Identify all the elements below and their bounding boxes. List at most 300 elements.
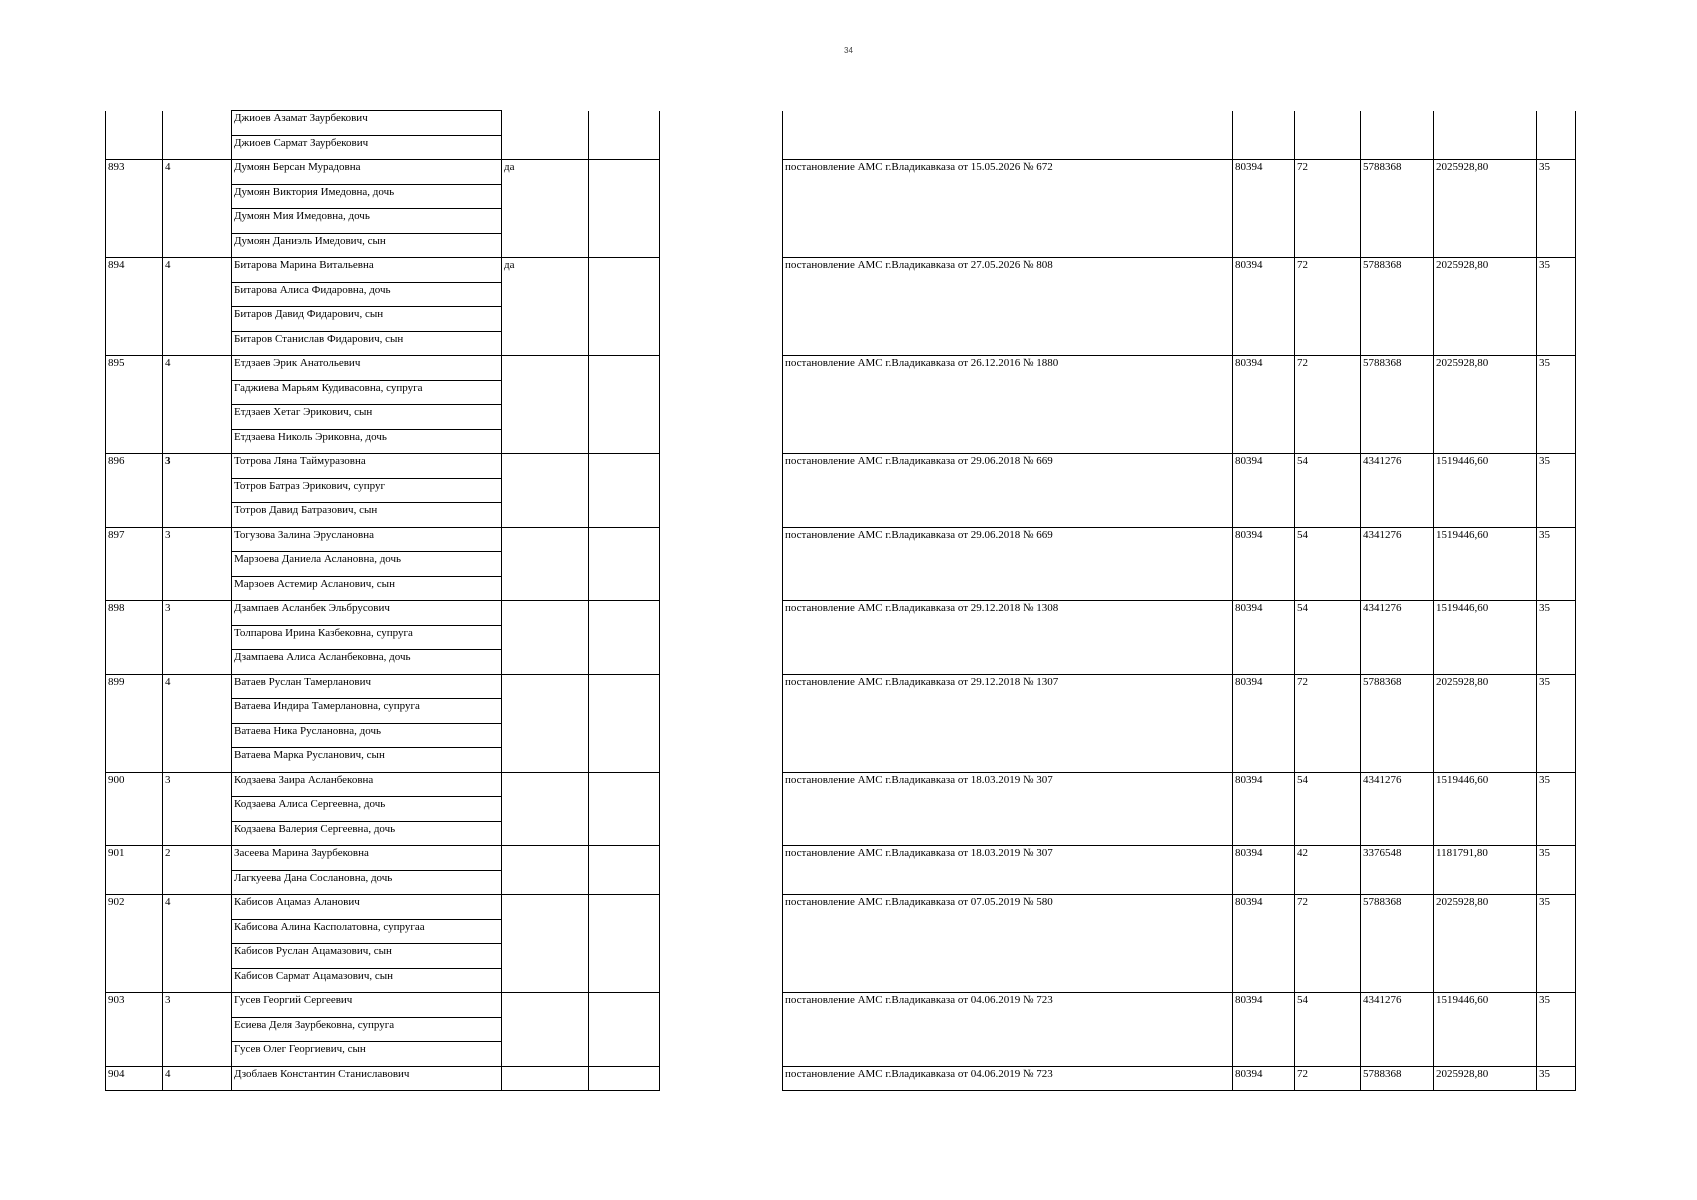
total-cost [1361,405,1434,430]
gap-column [660,356,783,381]
table-row [106,723,1576,748]
subsidy-amount: 2025928,80 [1434,1066,1537,1091]
family-size: 2 [163,846,232,871]
gap-column [660,748,783,773]
subsidy-percent: 35 [1537,356,1576,381]
cost-per-sqm: 80394 [1233,527,1295,552]
empty-column [589,846,660,871]
cost-per-sqm: 80394 [1233,993,1295,1018]
area-norm [1295,135,1361,160]
gap-column [660,1066,783,1091]
area-norm [1295,552,1361,577]
subsidy-amount: 2025928,80 [1434,160,1537,185]
area-norm [1295,380,1361,405]
member-name: Кабисов Руслан Ацамазович, сын [232,944,502,969]
subsidy-amount: 2025928,80 [1434,356,1537,381]
area-norm: 72 [1295,674,1361,699]
family-size: 4 [163,895,232,920]
cost-per-sqm [1233,552,1295,577]
total-cost [1361,625,1434,650]
subsidy-amount: 1519446,60 [1434,454,1537,479]
area-norm [1295,282,1361,307]
gap-column [660,772,783,797]
subsidy-amount: 1519446,60 [1434,993,1537,1018]
table-row [106,895,1576,920]
family-size [163,552,232,577]
gap-column [660,429,783,454]
decision-document [783,380,1233,405]
total-cost [1361,478,1434,503]
total-cost [1361,723,1434,748]
empty-column [589,772,660,797]
total-cost: 5788368 [1361,160,1434,185]
gap-column [660,870,783,895]
priority-flag [502,625,589,650]
area-norm [1295,478,1361,503]
empty-column [589,870,660,895]
subsidy-percent: 35 [1537,601,1576,626]
cost-per-sqm [1233,1017,1295,1042]
priority-flag [502,527,589,552]
decision-document: постановление АМС г.Владикавказа от 29.06.2018 № 669 [783,527,1233,552]
priority-flag [502,380,589,405]
empty-column [589,356,660,381]
area-norm [1295,1042,1361,1067]
area-norm [1295,209,1361,234]
table-row [106,160,1576,185]
decision-document: постановление АМС г.Владикавказа от 27.05.2026 № 808 [783,258,1233,283]
record-number: 900 [106,772,163,797]
subsidy-amount: 1519446,60 [1434,772,1537,797]
priority-flag [502,650,589,675]
decision-document [783,919,1233,944]
empty-column [589,944,660,969]
subsidy-percent [1537,821,1576,846]
member-name: Етдзаев Эрик Анатольевич [232,356,502,381]
member-name: Етдзаева Николь Эриковна, дочь [232,429,502,454]
gap-column [660,454,783,479]
family-size [163,503,232,528]
member-name: Кабисов Ацамаз Аланович [232,895,502,920]
priority-flag [502,552,589,577]
record-number: 896 [106,454,163,479]
table-row [106,772,1576,797]
area-norm: 42 [1295,846,1361,871]
record-number [106,699,163,724]
table-row [106,405,1576,430]
member-name: Битарова Марина Витальевна [232,258,502,283]
empty-column [589,625,660,650]
cost-per-sqm [1233,968,1295,993]
cost-per-sqm: 80394 [1233,895,1295,920]
total-cost [1361,968,1434,993]
gap-column [660,478,783,503]
priority-flag [502,1066,589,1091]
decision-document [783,723,1233,748]
decision-document [783,870,1233,895]
family-size [163,282,232,307]
family-size: 4 [163,258,232,283]
empty-column [589,258,660,283]
priority-flag [502,821,589,846]
table-row [106,552,1576,577]
housing-register-table [105,110,1576,1091]
table-row [106,748,1576,773]
priority-flag [502,968,589,993]
area-norm [1295,503,1361,528]
gap-column [660,135,783,160]
subsidy-percent [1537,478,1576,503]
member-name: Джиоев Сармат Заурбекович [232,135,502,160]
priority-flag [502,919,589,944]
member-name: Думоян Даниэль Имедович, сын [232,233,502,258]
member-name: Марзоев Астемир Асланович, сын [232,576,502,601]
empty-column [589,895,660,920]
total-cost [1361,748,1434,773]
empty-column [589,503,660,528]
area-norm [1295,576,1361,601]
table-row [106,454,1576,479]
decision-document: постановление АМС г.Владикавказа от 04.06.2019 № 723 [783,993,1233,1018]
subsidy-percent [1537,135,1576,160]
gap-column [660,895,783,920]
subsidy-percent [1537,870,1576,895]
record-number [106,503,163,528]
record-number [106,282,163,307]
family-size [163,944,232,969]
member-name: Ватаева Марка Русланович, сын [232,748,502,773]
subsidy-amount [1434,135,1537,160]
empty-column [589,650,660,675]
empty-column [589,1042,660,1067]
table-row [106,993,1576,1018]
area-norm [1295,625,1361,650]
area-norm: 72 [1295,258,1361,283]
subsidy-amount [1434,968,1537,993]
priority-flag [502,331,589,356]
family-size [163,1042,232,1067]
total-cost [1361,650,1434,675]
cost-per-sqm [1233,650,1295,675]
member-name: Ватаева Ника Руслановна, дочь [232,723,502,748]
member-name: Думоян Мия Имедовна, дочь [232,209,502,234]
priority-flag [502,944,589,969]
total-cost [1361,919,1434,944]
area-norm [1295,723,1361,748]
family-size [163,748,232,773]
subsidy-amount [1434,233,1537,258]
table-row [106,209,1576,234]
cost-per-sqm: 80394 [1233,674,1295,699]
subsidy-amount: 2025928,80 [1434,258,1537,283]
family-size: 4 [163,160,232,185]
priority-flag [502,797,589,822]
family-size [163,331,232,356]
subsidy-amount [1434,380,1537,405]
empty-column [589,282,660,307]
member-name: Думоян Виктория Имедовна, дочь [232,184,502,209]
decision-document [783,968,1233,993]
member-name: Ватаева Индира Тамерлановна, супруга [232,699,502,724]
record-number: 902 [106,895,163,920]
subsidy-amount [1434,650,1537,675]
decision-document: постановление АМС г.Владикавказа от 04.06.2019 № 723 [783,1066,1233,1091]
priority-flag [502,356,589,381]
cost-per-sqm [1233,503,1295,528]
subsidy-amount [1434,723,1537,748]
empty-column [589,331,660,356]
record-number [106,625,163,650]
subsidy-amount [1434,503,1537,528]
decision-document [783,233,1233,258]
subsidy-percent: 35 [1537,993,1576,1018]
record-number: 897 [106,527,163,552]
area-norm: 72 [1295,356,1361,381]
member-name: Засеева Марина Заурбековна [232,846,502,871]
member-name: Толпарова Ирина Казбековна, супруга [232,625,502,650]
subsidy-amount [1434,821,1537,846]
empty-column [589,478,660,503]
family-size [163,478,232,503]
subsidy-percent [1537,748,1576,773]
family-size [163,870,232,895]
priority-flag [502,895,589,920]
decision-document [783,405,1233,430]
record-number [106,307,163,332]
total-cost [1361,1017,1434,1042]
gap-column [660,331,783,356]
total-cost [1361,380,1434,405]
gap-column [660,258,783,283]
decision-document [783,135,1233,160]
total-cost: 5788368 [1361,895,1434,920]
cost-per-sqm [1233,1042,1295,1067]
decision-document [783,797,1233,822]
subsidy-amount [1434,405,1537,430]
family-size [163,625,232,650]
priority-flag [502,233,589,258]
cost-per-sqm [1233,331,1295,356]
subsidy-percent [1537,650,1576,675]
gap-column [660,405,783,430]
table-row [106,184,1576,209]
member-name: Кодзаева Заира Асланбековна [232,772,502,797]
cost-per-sqm [1233,380,1295,405]
subsidy-percent [1537,723,1576,748]
decision-document [783,184,1233,209]
family-size [163,209,232,234]
empty-column [589,821,660,846]
decision-document [783,944,1233,969]
total-cost [1361,282,1434,307]
table-row [106,1017,1576,1042]
gap-column [660,797,783,822]
area-norm [1295,331,1361,356]
area-norm: 54 [1295,993,1361,1018]
area-norm [1295,650,1361,675]
record-number [106,184,163,209]
area-norm [1295,968,1361,993]
table-row [106,478,1576,503]
gap-column [660,944,783,969]
subsidy-percent [1537,699,1576,724]
decision-document [783,1042,1233,1067]
priority-flag [502,870,589,895]
empty-column [589,135,660,160]
subsidy-amount [1434,944,1537,969]
table-row [106,356,1576,381]
subsidy-amount [1434,209,1537,234]
subsidy-amount [1434,478,1537,503]
family-size [163,405,232,430]
empty-column [589,993,660,1018]
table-row [106,919,1576,944]
table-row [106,870,1576,895]
priority-flag [502,282,589,307]
cost-per-sqm [1233,944,1295,969]
decision-document [783,503,1233,528]
subsidy-percent [1537,552,1576,577]
priority-flag [502,674,589,699]
area-norm: 54 [1295,527,1361,552]
table-row [106,821,1576,846]
subsidy-amount [1434,307,1537,332]
decision-document [783,111,1233,136]
decision-document [783,209,1233,234]
family-size [163,184,232,209]
priority-flag [502,993,589,1018]
cost-per-sqm [1233,111,1295,136]
empty-column [589,968,660,993]
family-size [163,380,232,405]
table-row [106,699,1576,724]
cost-per-sqm [1233,405,1295,430]
gap-column [660,233,783,258]
subsidy-percent [1537,944,1576,969]
family-size [163,699,232,724]
cost-per-sqm: 80394 [1233,356,1295,381]
member-name: Марзоева Даниела Аслановна, дочь [232,552,502,577]
table-row [106,527,1576,552]
subsidy-amount [1434,699,1537,724]
subsidy-percent [1537,282,1576,307]
subsidy-percent: 35 [1537,674,1576,699]
subsidy-amount [1434,552,1537,577]
area-norm [1295,184,1361,209]
subsidy-amount [1434,1017,1537,1042]
gap-column [660,576,783,601]
member-name: Гаджиева Марьям Кудивасовна, супруга [232,380,502,405]
gap-column [660,184,783,209]
table-row [106,625,1576,650]
subsidy-percent: 35 [1537,160,1576,185]
family-size [163,968,232,993]
decision-document [783,650,1233,675]
record-number [106,1017,163,1042]
total-cost [1361,135,1434,160]
subsidy-percent [1537,429,1576,454]
priority-flag [502,576,589,601]
area-norm [1295,405,1361,430]
cost-per-sqm [1233,233,1295,258]
family-size [163,723,232,748]
family-size: 3 [163,527,232,552]
record-number [106,552,163,577]
record-number [106,405,163,430]
subsidy-percent: 35 [1537,454,1576,479]
gap-column [660,601,783,626]
gap-column [660,650,783,675]
record-number: 895 [106,356,163,381]
record-number [106,821,163,846]
subsidy-percent [1537,1017,1576,1042]
priority-flag [502,748,589,773]
gap-column [660,699,783,724]
total-cost [1361,209,1434,234]
subsidy-amount [1434,111,1537,136]
member-name: Лагкуеева Дана Сослановна, дочь [232,870,502,895]
subsidy-percent: 35 [1537,1066,1576,1091]
priority-flag: да [502,258,589,283]
table-row [106,307,1576,332]
subsidy-percent [1537,307,1576,332]
subsidy-amount: 1519446,60 [1434,527,1537,552]
record-number [106,233,163,258]
member-name: Дзампаев Асланбек Эльбрусович [232,601,502,626]
priority-flag [502,846,589,871]
area-norm [1295,870,1361,895]
decision-document: постановление АМС г.Владикавказа от 29.06.2018 № 669 [783,454,1233,479]
subsidy-percent: 35 [1537,846,1576,871]
cost-per-sqm [1233,797,1295,822]
gap-column [660,307,783,332]
priority-flag [502,503,589,528]
subsidy-percent [1537,209,1576,234]
table-row [106,576,1576,601]
subsidy-amount [1434,282,1537,307]
member-name: Дзампаева Алиса Асланбековна, дочь [232,650,502,675]
subsidy-percent [1537,968,1576,993]
priority-flag [502,601,589,626]
total-cost: 4341276 [1361,993,1434,1018]
family-size: 3 [163,772,232,797]
cost-per-sqm [1233,307,1295,332]
cost-per-sqm [1233,723,1295,748]
area-norm: 54 [1295,454,1361,479]
subsidy-amount: 2025928,80 [1434,674,1537,699]
subsidy-percent [1537,503,1576,528]
area-norm [1295,748,1361,773]
decision-document [783,307,1233,332]
area-norm: 72 [1295,160,1361,185]
record-number [106,650,163,675]
family-size [163,111,232,136]
empty-column [589,699,660,724]
subsidy-amount [1434,184,1537,209]
subsidy-percent: 35 [1537,258,1576,283]
member-name: Тотров Батраз Эрикович, супруг [232,478,502,503]
record-number: 894 [106,258,163,283]
decision-document [783,625,1233,650]
cost-per-sqm: 80394 [1233,454,1295,479]
family-size [163,650,232,675]
priority-flag: да [502,160,589,185]
gap-column [660,993,783,1018]
empty-column [589,674,660,699]
empty-column [589,552,660,577]
member-name: Битаров Станислав Фидарович, сын [232,331,502,356]
empty-column [589,1017,660,1042]
